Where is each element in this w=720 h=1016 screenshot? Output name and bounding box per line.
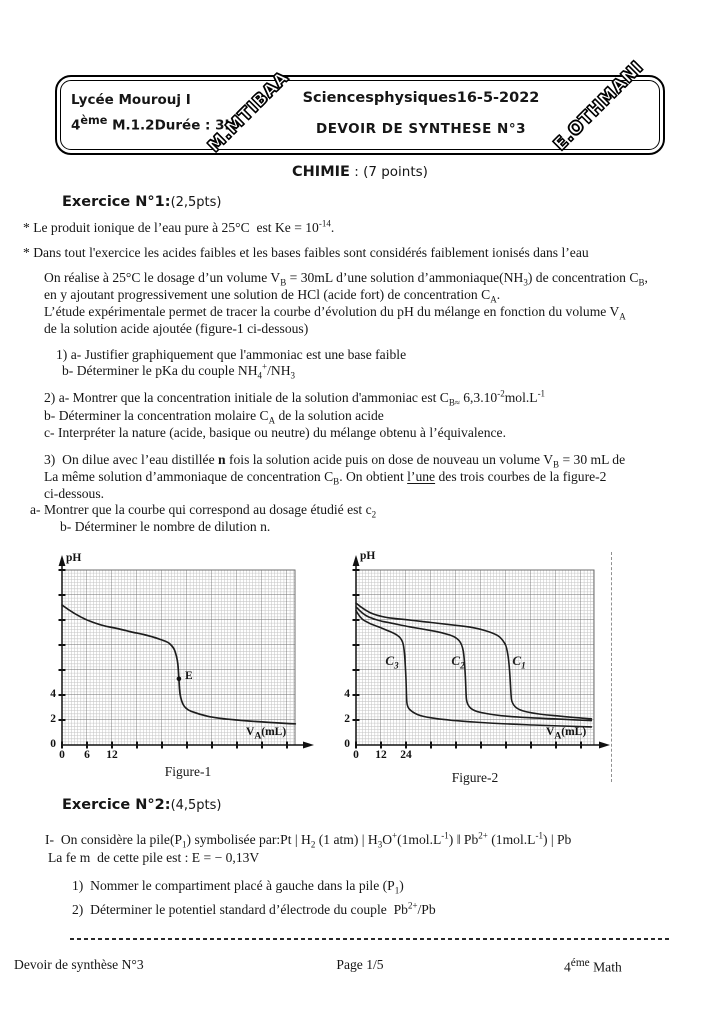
footer-doc-title: Devoir de synthèse N°3: [14, 957, 144, 972]
statement-ionic-product: * Le produit ionique de l’eau pure à 25°C est $Ke = 10^{-14}$.: [23, 218, 335, 235]
figure2-xtick-24: 24: [400, 749, 412, 761]
figure2: [340, 550, 630, 790]
figure2-ylabel: pH: [360, 550, 376, 562]
teacher-stamp-othmani: E.OTHMANI: [550, 57, 648, 155]
exercise2-points: (4,5pts): [170, 798, 222, 813]
figure1: [48, 550, 328, 785]
figure1-ytick-0: 0: [50, 738, 56, 750]
figure2-xlabel: $V_A(mL)$: [546, 726, 587, 742]
figure1-point-E-label: E: [185, 670, 193, 682]
figure1-caption: Figure-1: [164, 764, 212, 779]
equivalence-point-dot: [177, 677, 182, 682]
question-1a: 1) a- Justifier graphiquement que l'ammoniac est une base faible: [56, 347, 407, 362]
curve-C1-label: $C_1$: [512, 653, 526, 671]
figure2-plot: [340, 550, 628, 782]
class-duration: 4ème M.1.2Durée : 3H: [71, 114, 236, 134]
footer-separator: [70, 938, 670, 940]
question-3a: a- Montrer que la courbe qui correspond au dosage étudié est $c_2$: [30, 502, 377, 520]
exercise1-heading: [62, 194, 222, 211]
question-2a: 2) a- Montrer que la concentration initiale de la solution d'ammoniac est $C_{B\approx}$ $6,3.10^{-2}mol.L^{-1}$: [44, 388, 546, 408]
pile-description: I- On considère la $pile(P_1)$ symbolisée par:Pt | $H_2$ (1 atm) | $H_3O^+(1mol.L^{-1})$ ‖ $Pb^{2+}$ $(1mol.L^{-1})$ | Pb: [45, 830, 572, 850]
footer-class: $4^{éme}$ Math: [564, 957, 622, 975]
figure1-xtick-12: 12: [106, 749, 118, 761]
question-2b: b- Déterminer la concentration molaire $C_A$ de la solution acide: [44, 408, 384, 426]
question-3b: b- Déterminer le nombre de dilution n.: [60, 519, 271, 534]
figure1-plot: [48, 550, 318, 778]
question-3-line2: La même solution d’ammoniaque de concentration $C_B$. On obtient l’une des trois courbes de la figure-2: [44, 469, 607, 487]
figure1-xtick-6: 6: [84, 749, 90, 761]
figure1-xtick-0: 0: [59, 749, 65, 761]
exercise1-title: Exercice N°1:: [62, 194, 171, 210]
question-3-line3: ci-dessous.: [44, 486, 105, 501]
figure2-ytick-2: 2: [344, 713, 350, 725]
school-name: Lycée Mourouj I: [71, 92, 191, 108]
fem-value: La fe m de cette pile est : E = − 0,13V: [48, 850, 260, 865]
ex2-question-2: 2) Déterminer le potentiel standard d’électrode du couple $Pb^{2+}/Pb$: [72, 900, 436, 917]
figure2-xtick-12: 12: [375, 749, 387, 761]
curve-C3-label: $C_3$: [385, 653, 399, 671]
figure2-caption: Figure-2: [451, 770, 499, 785]
exercise2-heading: [62, 797, 222, 814]
footer-page-number: Page 1/5: [336, 957, 384, 972]
paragraph1-line2: en y ajoutant progressivement une solution de HCl (acide fort) de concentration $C_A$.: [44, 287, 501, 305]
figure2-ytick-4: 4: [344, 688, 350, 700]
figure2-xtick-0: 0: [353, 749, 359, 761]
figure1-ytick-4: 4: [50, 688, 56, 700]
chimie-label: CHIMIE: [292, 164, 350, 180]
exercise1-points: (2,5pts): [170, 195, 222, 210]
figure1-ytick-2: 2: [50, 713, 56, 725]
paragraph1-line1: On réalise à 25°C le dosage d’un volume $V_B = 30mL$ d’une solution $d’ammoniaque(NH_3)$ de concentration $C_B$,: [44, 270, 648, 288]
question-2c: c- Interpréter la nature (acide, basique ou neutre) du mélange obtenu à l’équivalence.: [44, 425, 506, 440]
exercise2-title: Exercice N°2:: [62, 797, 171, 813]
page-fold-mark: [611, 552, 612, 782]
statement-weak-acids: * Dans tout l'exercice les acides faibles et les bases faibles sont considérés faiblement ionisés dans l’eau: [23, 245, 589, 260]
subject-date: Sciencesphysiques16-5-2022: [302, 90, 540, 106]
curve-C2-label: $C_2$: [451, 653, 465, 671]
teacher-stamp-mtibaa: M.MTIBAA: [204, 67, 294, 157]
paragraph1-line3: L’étude expérimentale permet de tracer la courbe d’évolution du pH du mélange en fonction du volume $V_A$: [44, 304, 626, 322]
chimie-points: : (7 points): [349, 164, 428, 180]
question-3-line1: 3) On dilue avec l’eau distillée n fois la solution acide puis on dose de nouveau un volume $V_B = 30$ mL de: [44, 452, 626, 470]
figure1-xlabel: $V_A(mL)$: [246, 726, 287, 742]
figure1-ylabel: pH: [66, 552, 82, 564]
ex2-question-1: 1) Nommer le compartiment placé à gauche dans la pile $(P_1)$: [72, 878, 404, 896]
devoir-title: DEVOIR DE SYNTHESE N°3: [316, 121, 526, 137]
paragraph1-line4: de la solution acide ajoutée (figure-1 ci-dessous): [44, 321, 309, 336]
chimie-heading: [0, 164, 720, 180]
question-1b: b- Déterminer le pKa du couple $NH_4^+/NH_3$: [62, 361, 296, 381]
figure2-ytick-0: 0: [344, 738, 350, 750]
